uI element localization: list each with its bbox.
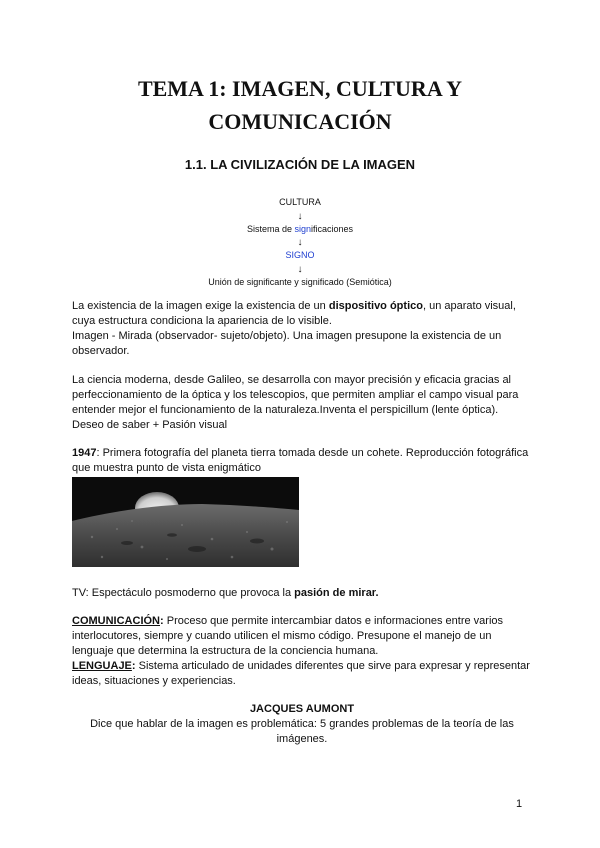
title-line-2: COMUNICACIÓN [208,109,392,134]
diagram-sistema-b: sign [294,223,311,234]
paragraph-comunicacion [72,614,532,689]
page-title [60,72,540,138]
paragraph-dispositivo [72,299,532,359]
paragraph-1947 [72,446,532,476]
lenguaje-text: Sistema articulado de unidades diferentes que sirve para expresar y representar ideas, situaciones y experiencias. [72,660,530,687]
p4-text-b: pasión de mirar. [294,587,379,599]
aumont-heading: JACQUES AUMONT [249,703,355,715]
paragraph-tv [72,586,532,601]
concept-diagram [130,196,470,289]
p2-text-b: Deseo de saber + Pasión visual [72,419,228,431]
down-arrow-icon: ↓ [297,210,303,222]
earth-from-rocket-photo [72,477,299,567]
lenguaje-label: LENGUAJE [72,660,132,672]
diagram-sistema-a: Sistema de [246,223,295,234]
page-number: 1 [516,798,523,810]
lenguaje-colon: : [131,660,136,672]
diagram-cultura: CULTURA [279,197,321,207]
paragraph-ciencia [72,373,532,433]
p1-text-b: dispositivo óptico [328,300,423,312]
down-arrow-icon: ↓ [297,263,303,275]
p4-text-a: TV: Espectáculo posmoderno que provoca la [72,587,295,599]
p1-text-c: , un aparato visual, cuya estructura condiciona la apariencia de lo visible. [72,300,516,327]
p3-text: : Primera fotografía del planeta tierra tomada desde un cohete. Reproducción fotográfica que muestra punto de vista enigmático [72,447,529,474]
p3-year: 1947 [72,447,97,459]
title-line-1: TEMA 1: IMAGEN, CULTURA Y [137,76,463,101]
diagram-signo: SIGNO [285,250,315,260]
p1-text-a: La existencia de la imagen exige la existencia de un [72,300,329,312]
comunicacion-colon: : [160,615,164,627]
p1-text-d: Imagen - Mirada (observador- sujeto/objeto). Una imagen presupone la existencia de un observador. [72,330,502,357]
comunicacion-label: COMUNICACIÓN [72,615,160,627]
comunicacion-text: Proceso que permite intercambiar datos e informaciones entre varios interlocutores, siempre y cuando utilicen el mismo código. Presupone el manejo de un lenguaje que determina la estructura de la conciencia humana. [72,615,504,657]
p2-text-a: La ciencia moderna, desde Galileo, se desarrolla con mayor precisión y eficacia gracias al perfeccionamiento de la óptica y los telescopios, que permiten ampliar el campo visual para entender mejor el funcionamiento de la naturaleza.Inventa el perspicillum (lente óptica). [72,374,519,416]
diagram-union: Unión de significante y significado (Semiótica) [208,276,392,287]
earth-photo-image [72,477,299,567]
aumont-text: Dice que hablar de la imagen es problemática: 5 grandes problemas de la teoría de las imágenes. [90,718,514,745]
aumont-block [72,702,532,747]
diagram-sistema-c: ificaciones [311,223,354,234]
diagram-sistema [130,223,470,237]
down-arrow-icon: ↓ [297,237,303,248]
section-heading: 1.1. LA CIVILIZACIÓN DE LA IMAGEN [184,157,416,172]
